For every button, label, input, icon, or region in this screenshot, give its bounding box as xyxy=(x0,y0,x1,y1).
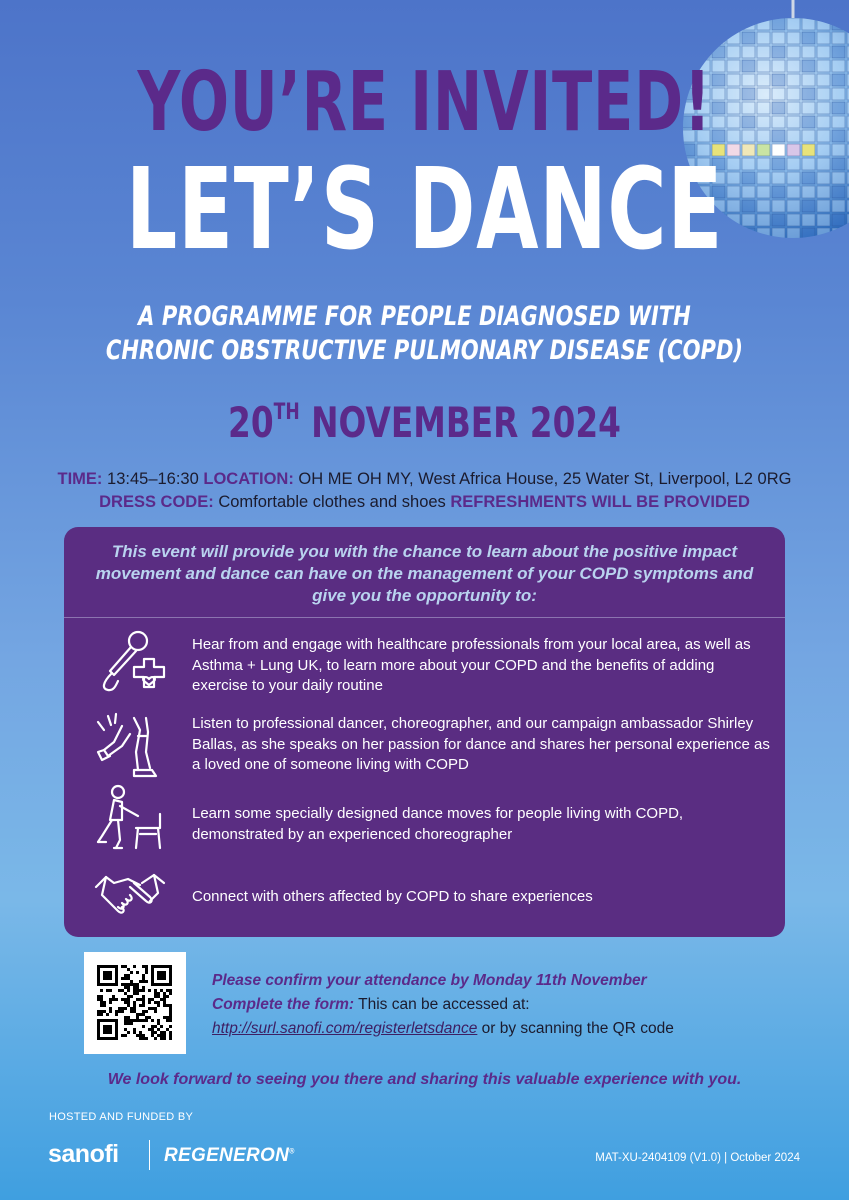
dancing-legs-icon xyxy=(94,712,166,782)
time-label: TIME: xyxy=(57,470,103,488)
dress-code-label: DRESS CODE: xyxy=(99,493,214,511)
confirm-text: Please confirm your attendance by Monday 11th November xyxy=(212,972,647,989)
time-location-line xyxy=(0,470,849,489)
programme-card xyxy=(64,527,785,937)
card-intro: This event will provide you with the chance to learn about the positive impact movement and dance can have on the management of your COPD symptoms and give you the opportunity to: xyxy=(95,542,754,605)
event-title: LET’S DANCE xyxy=(125,145,724,275)
card-divider xyxy=(64,617,785,618)
date-day: 20 xyxy=(228,398,274,447)
location-value: OH ME OH MY, West Africa House, 25 Water St, Liverpool, L2 0RG xyxy=(298,470,792,488)
logo-divider xyxy=(149,1140,150,1170)
sanofi-logo: sanofi xyxy=(48,1140,119,1168)
refreshments-note: REFRESHMENTS WILL BE PROVIDED xyxy=(450,493,750,511)
time-value: 13:45–16:30 xyxy=(107,470,199,488)
item-text: Hear from and engage with healthcare professionals from your local area, as well as Asthma + Lung UK, to learn more about your COPD and the benefits of adding exercise to your daily routine xyxy=(192,636,751,694)
event-date xyxy=(93,398,755,447)
regeneron-wordmark: REGENERON xyxy=(164,1145,290,1166)
rsvp-block xyxy=(212,972,812,1044)
chair-exercise-icon xyxy=(94,784,166,854)
regeneron-logo xyxy=(164,1145,295,1167)
link-suffix: or by scanning the QR code xyxy=(481,1020,674,1037)
date-suffix: TH xyxy=(273,400,300,425)
registration-link[interactable]: http://surl.sanofi.com/registerletsdance xyxy=(212,1020,478,1037)
qr-code-icon xyxy=(84,952,186,1054)
closing-message: We look forward to seeing you there and sharing this valuable experience with you. xyxy=(107,1071,742,1088)
subtitle-line-2: CHRONIC OBSTRUCTIVE PULMONARY DISEASE (COPD) xyxy=(105,335,744,366)
material-code: MAT-XU-2404109 (V1.0) | October 2024 xyxy=(595,1152,800,1164)
dress-code-value: Comfortable clothes and shoes xyxy=(218,493,446,511)
invited-heading: YOU’RE INVITED! xyxy=(137,55,712,150)
registered-mark: ® xyxy=(289,1148,295,1156)
qr-code[interactable] xyxy=(84,952,186,1054)
date-month-year: NOVEMBER 2024 xyxy=(311,398,621,447)
dress-code-line xyxy=(0,493,849,512)
microphone-health-icon xyxy=(94,627,166,697)
item-text: Connect with others affected by COPD to share experiences xyxy=(192,888,593,905)
handshake-icon xyxy=(94,867,166,917)
form-label: Complete the form: xyxy=(212,996,355,1013)
form-text: This can be accessed at: xyxy=(358,996,530,1013)
subtitle-line-1: A PROGRAMME FOR PEOPLE DIAGNOSED WITH xyxy=(138,301,691,332)
location-label: LOCATION: xyxy=(203,470,294,488)
item-text: Listen to professional dancer, choreographer, and our campaign ambassador Shirley Ballas, as she speaks on her passion for dance and shares her personal experience as a loved one of someone living with COPD xyxy=(192,715,770,773)
hosted-label: HOSTED AND FUNDED BY xyxy=(49,1111,194,1123)
item-text: Learn some specially designed dance moves for people living with COPD, demonstrated by an experienced choreographer xyxy=(192,805,684,843)
